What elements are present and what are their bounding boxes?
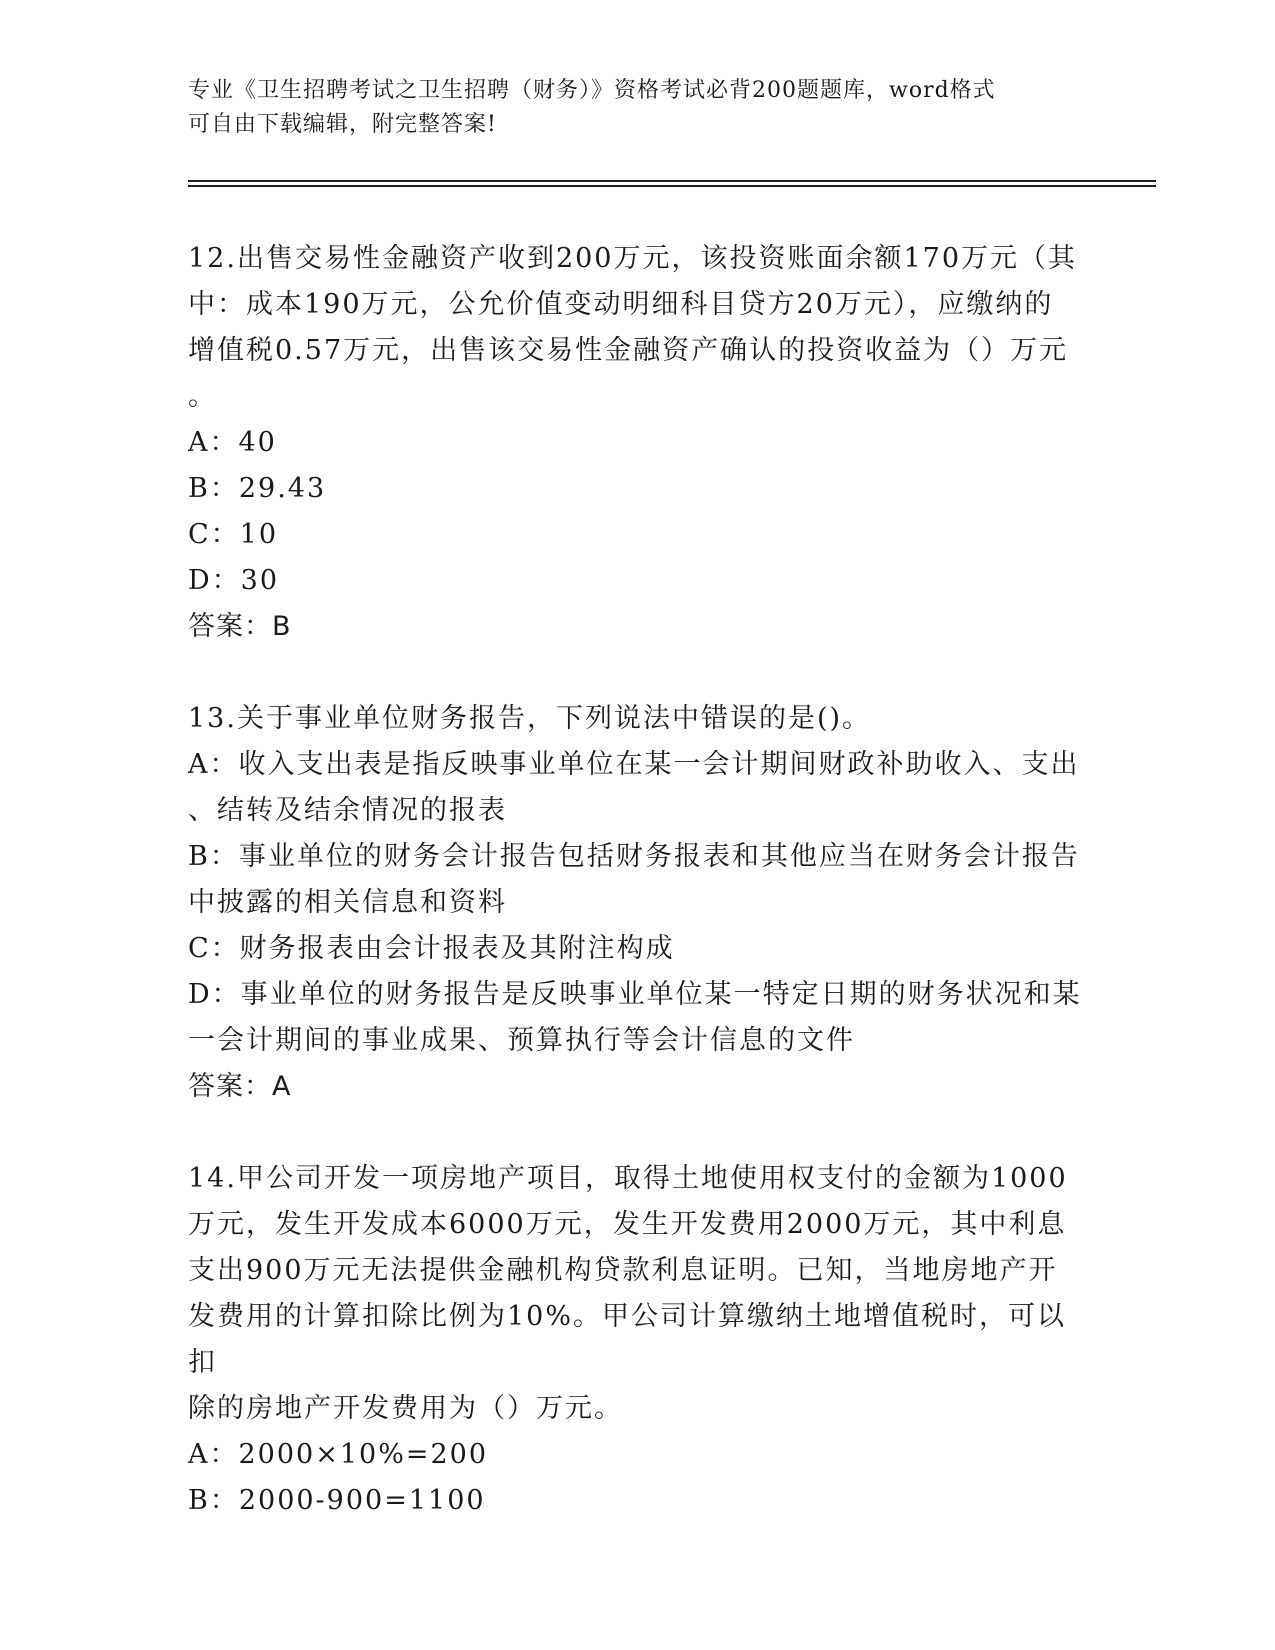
option-a: A：40 <box>188 427 277 458</box>
question-stem <box>188 236 1088 420</box>
question-text-line: 支出900万元无法提供金融机构贷款利息证明。已知，当地房地产开 <box>188 1255 1058 1286</box>
option-a: A：2000×10%=200 <box>188 1439 489 1470</box>
header-line-2: 可自由下载编辑，附完整答案! <box>188 112 497 137</box>
option-text-line: 中披露的相关信息和资料 <box>188 887 507 918</box>
question-text-line: 发费用的计算扣除比例为10%。甲公司计算缴纳土地增值税时，可以扣 <box>188 1301 1067 1378</box>
question-text-line: 14.甲公司开发一项房地产项目，取得土地使用权支付的金额为1000 <box>188 1163 1068 1194</box>
option-c: C：财务报表由会计报表及其附注构成 <box>188 933 675 964</box>
option-text-line: A：收入支出表是指反映事业单位在某一会计期间财政补助收入、支出 <box>188 749 1080 780</box>
question-text-line: 增值税0.57万元，出售该交易性金融资产确认的投资收益为（）万元 <box>188 335 1069 366</box>
document-header <box>188 74 1078 142</box>
header-line-1: 专业《卫生招聘考试之卫生招聘（财务）》资格考试必背200题题库，word格式 <box>188 78 996 103</box>
option-b: B：29.43 <box>188 473 327 504</box>
question-stem <box>188 1156 1088 1432</box>
question-stem <box>188 696 1088 742</box>
question-text-line: 12.出售交易性金融资产收到200万元，该投资账面余额170万元（其 <box>188 243 1078 274</box>
header-divider-bottom <box>188 185 1156 187</box>
question-14 <box>188 1156 1088 1524</box>
option-a <box>188 742 1088 834</box>
option-d <box>188 972 1088 1064</box>
option-text-line: 、结转及结余情况的报表 <box>188 795 507 826</box>
question-text-line: 中：成本190万元，公允价值变动明细科目贷方20万元），应缴纳的 <box>188 289 1054 320</box>
option-c: C：10 <box>188 519 279 550</box>
header-divider-top <box>188 180 1156 182</box>
option-d: D：30 <box>188 565 280 596</box>
question-text-line: 13.关于事业单位财务报告，下列说法中错误的是()。 <box>188 703 872 734</box>
question-list <box>188 236 1088 1570</box>
option-b: B：2000-900=1100 <box>188 1485 486 1516</box>
option-text-line: D：事业单位的财务报告是反映事业单位某一特定日期的财务状况和某 <box>188 979 1082 1010</box>
option-text-line: 一会计期间的事业成果、预算执行等会计信息的文件 <box>188 1025 855 1056</box>
answer-label: 答案：A <box>188 1071 292 1102</box>
question-text-line: 。 <box>188 381 217 412</box>
answer-label: 答案：B <box>188 611 292 642</box>
question-13 <box>188 696 1088 1110</box>
question-text-line: 万元，发生开发成本6000万元，发生开发费用2000万元，其中利息 <box>188 1209 1067 1240</box>
option-b <box>188 834 1088 926</box>
option-text-line: B：事业单位的财务会计报告包括财务报表和其他应当在财务会计报告 <box>188 841 1080 872</box>
question-text-line: 除的房地产开发费用为（）万元。 <box>188 1393 623 1424</box>
question-12 <box>188 236 1088 650</box>
